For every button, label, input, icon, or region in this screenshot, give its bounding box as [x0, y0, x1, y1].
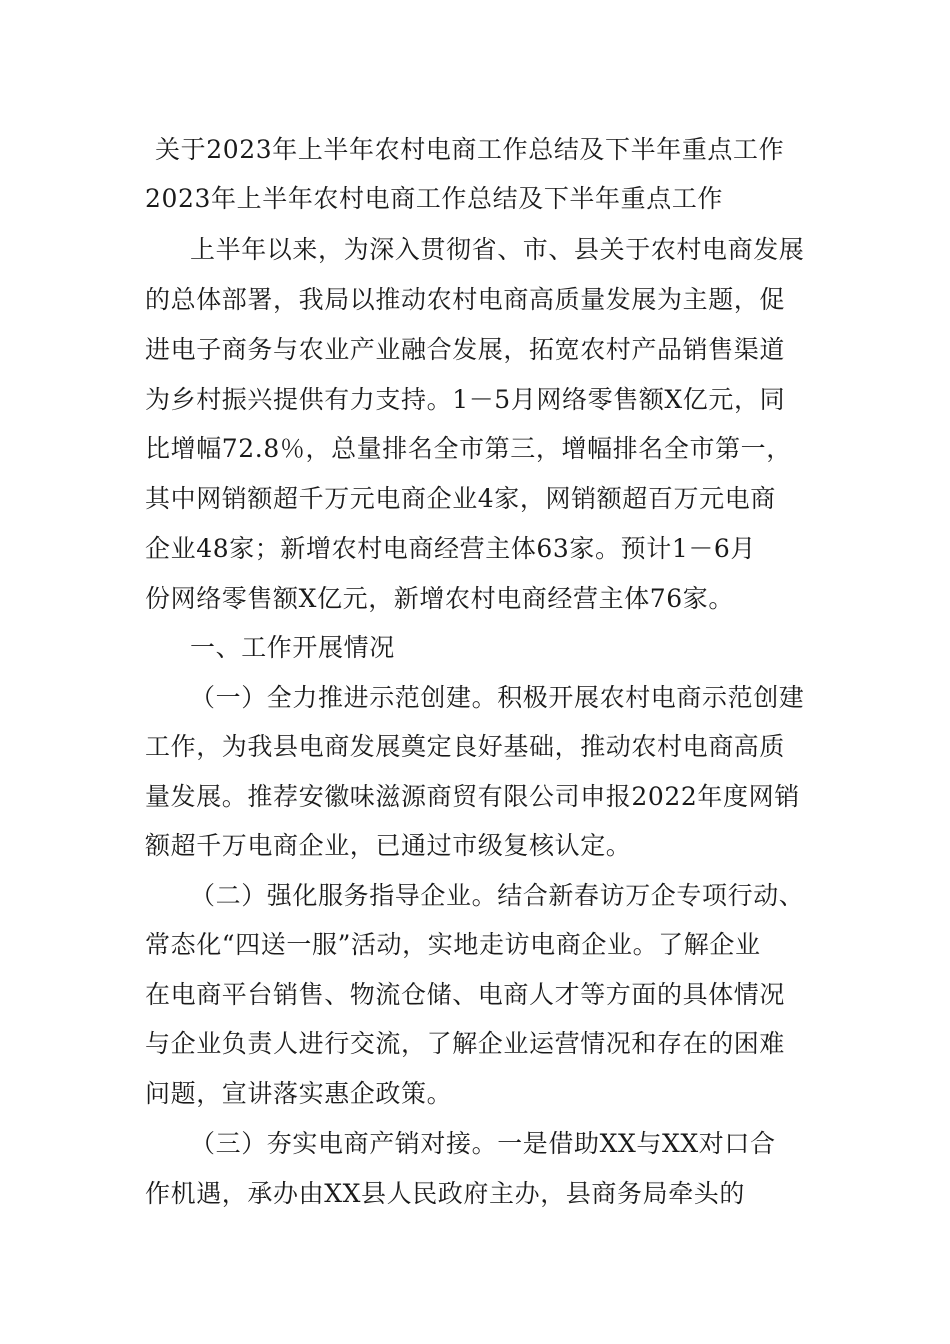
- section-heading: 一、工作开展情况: [190, 633, 395, 662]
- paragraph-line: 工作，为我县电商发展奠定良好基础，推动农村电商高质: [145, 732, 786, 761]
- paragraph-line: 进电子商务与农业产业融合发展，拓宽农村产品销售渠道: [145, 335, 786, 364]
- title-line-2: 2023年上半年农村电商工作总结及下半年重点工作: [145, 184, 724, 213]
- paragraph-line: （一）全力推进示范创建。积极开展农村电商示范创建: [190, 683, 805, 712]
- paragraph-line: 企业48家；新增农村电商经营主体63家。预计1－6月: [145, 534, 757, 563]
- paragraph-line: 量发展。推荐安徽味滋源商贸有限公司申报2022年度网销: [145, 782, 800, 811]
- paragraph-line: 的总体部署，我局以推动农村电商高质量发展为主题，促: [145, 285, 786, 314]
- paragraph-line: 上半年以来，为深入贯彻省、市、县关于农村电商发展: [190, 235, 805, 264]
- paragraph-line: 与企业负责人进行交流，了解企业运营情况和存在的困难: [145, 1029, 786, 1058]
- paragraph-line: （二）强化服务指导企业。结合新春访万企专项行动、: [190, 881, 805, 910]
- paragraph-line: 其中网销额超千万元电商企业4家，网销额超百万元电商: [145, 484, 776, 513]
- paragraph-line: 为乡村振兴提供有力支持。1－5月网络零售额X亿元，同: [145, 385, 786, 414]
- paragraph-line: 问题，宣讲落实惠企政策。: [145, 1079, 453, 1108]
- paragraph-line: 常态化“四送一服”活动，实地走访电商企业。了解企业: [145, 930, 761, 959]
- paragraph-line: 比增幅72.8％，总量排名全市第三，增幅排名全市第一，: [145, 434, 792, 463]
- title-line-1: 关于2023年上半年农村电商工作总结及下半年重点工作: [155, 135, 785, 164]
- paragraph-line: 在电商平台销售、物流仓储、电商人才等方面的具体情况: [145, 980, 786, 1009]
- paragraph-line: 额超千万电商企业，已通过市级复核认定。: [145, 831, 632, 860]
- paragraph-line: 份网络零售额X亿元，新增农村电商经营主体76家。: [145, 584, 735, 613]
- paragraph-line: （三）夯实电商产销对接。一是借助XX与XX对口合: [190, 1129, 776, 1158]
- paragraph-line: 作机遇，承办由XX县人民政府主办，县商务局牵头的: [145, 1179, 745, 1208]
